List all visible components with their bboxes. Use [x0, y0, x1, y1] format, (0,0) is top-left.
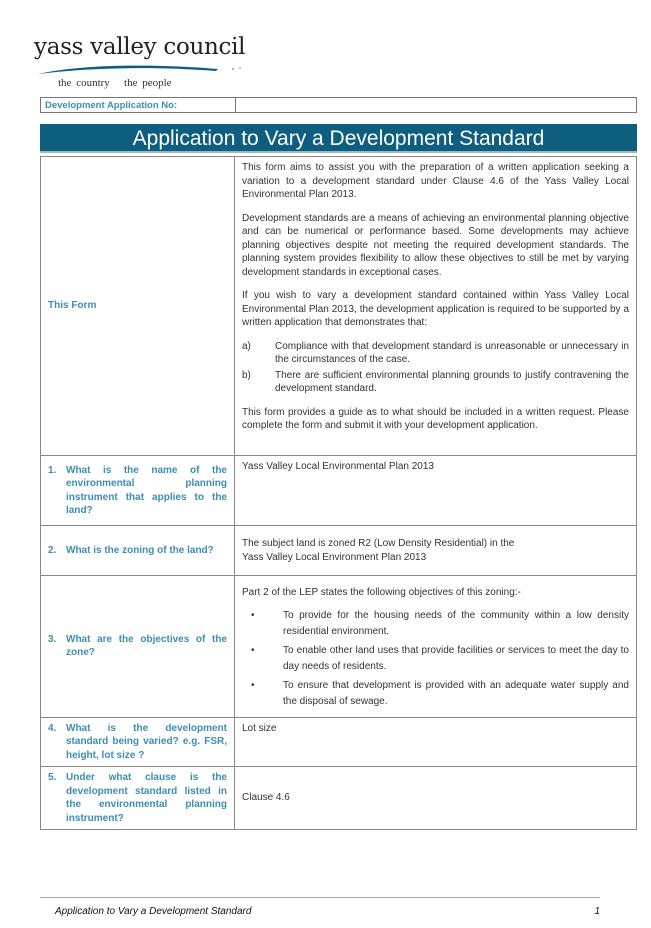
list-marker: b)	[242, 369, 251, 381]
table-row	[41, 526, 637, 576]
footer-title: Application to Vary a Development Standard	[55, 906, 252, 917]
logo-swoosh-icon	[38, 63, 253, 75]
question-3-label: What are the objectives of the zone?	[66, 633, 227, 659]
this-form-label: This Form	[41, 157, 235, 456]
objective-text: To enable other land uses that provide facilities or services to meet the day to day needs of residents.	[283, 644, 629, 672]
form-paragraph: This form provides a guide as to what should be included in a written request. Please complete the form and submit it with your development application.	[242, 406, 629, 431]
question-number: 2.	[48, 544, 57, 556]
this-form-description	[235, 157, 637, 456]
da-number-label: Development Application No:	[41, 98, 236, 112]
question-cell	[41, 767, 235, 830]
table-row	[41, 456, 637, 526]
list-marker: a)	[242, 340, 251, 352]
list-item	[251, 678, 629, 710]
criteria-list	[242, 340, 629, 396]
list-item	[242, 340, 629, 367]
list-item-text: There are sufficient environmental planning grounds to justify contravening the development standard.	[275, 369, 629, 394]
objectives-intro: Part 2 of the LEP states the following objectives of this zoning:-	[242, 587, 521, 598]
application-form-table	[40, 156, 637, 830]
page-number: 1	[594, 906, 600, 917]
objective-text: To provide for the housing needs of the community within a low density residential environment.	[283, 609, 629, 637]
logo-tagline: the country the people	[58, 77, 172, 89]
bullet-icon: •	[251, 609, 255, 621]
question-4-answer[interactable]: Lot size	[235, 717, 637, 767]
list-item-text: Compliance with that development standard is unreasonable or unnecessary in the circumstances of the case.	[275, 340, 629, 365]
objectives-list	[242, 608, 629, 710]
question-1-answer[interactable]: Yass Valley Local Environmental Plan 2013	[235, 456, 637, 526]
page-footer	[40, 897, 600, 918]
question-3-answer[interactable]	[235, 576, 637, 718]
council-logo	[34, 34, 249, 94]
question-number: 5.	[48, 772, 57, 783]
question-5-answer[interactable]: Clause 4.6	[235, 767, 637, 830]
list-item	[251, 608, 629, 640]
list-item	[251, 643, 629, 675]
form-paragraph: If you wish to vary a development standard contained within Yass Valley Local Environmental Plan 2013, the development application is required to be supported by a written application that demonstrates that:	[242, 290, 629, 328]
form-paragraph: Development standards are a means of achieving an environmental planning objective and can be numerical or performance based. Some developments may achieve planning objectives despite not meeting the required development standards. The planning system provides flexibility to allow these objectives to still be met by varying development standards in exceptional cases.	[242, 212, 629, 278]
question-2-label: What is the zoning of the land?	[66, 544, 214, 556]
question-cell	[41, 526, 235, 576]
bullet-icon: •	[251, 644, 255, 656]
question-2-answer[interactable]: The subject land is zoned R2 (Low Density Residential) in the Yass Valley Local Environment Plan 2013	[235, 526, 637, 576]
objective-text: To ensure that development is provided with an adequate water supply and the disposal of sewage.	[283, 679, 629, 707]
table-row	[41, 576, 637, 718]
question-cell	[41, 717, 235, 767]
da-number-field[interactable]	[236, 98, 636, 112]
question-number: 3.	[48, 633, 57, 645]
table-row	[41, 767, 637, 830]
bullet-icon: •	[251, 679, 255, 691]
form-paragraph: This form aims to assist you with the preparation of a written application seeking a variation to a development standard under Clause 4.6 of the Yass Valley Local Environmental Plan 2013.	[242, 162, 629, 200]
logo-name: yass valley council	[34, 34, 246, 60]
question-number: 4.	[48, 722, 57, 734]
page-body	[40, 156, 637, 918]
question-4-label: What is the development standard being varied? e.g. FSR, height, lot size ?	[66, 722, 227, 761]
table-row	[41, 157, 637, 456]
question-1-label: What is the name of the environmental planning instrument that applies to the land?	[66, 464, 227, 516]
page-title: Application to Vary a Development Standard	[40, 124, 637, 153]
question-cell	[41, 576, 235, 718]
table-row	[41, 717, 637, 767]
question-cell	[41, 456, 235, 526]
da-number-row	[40, 97, 637, 113]
question-5-label: Under what clause is the development standard listed in the environmental planning instrument?	[66, 772, 227, 824]
question-number: 1.	[48, 464, 57, 476]
list-item	[242, 369, 629, 396]
